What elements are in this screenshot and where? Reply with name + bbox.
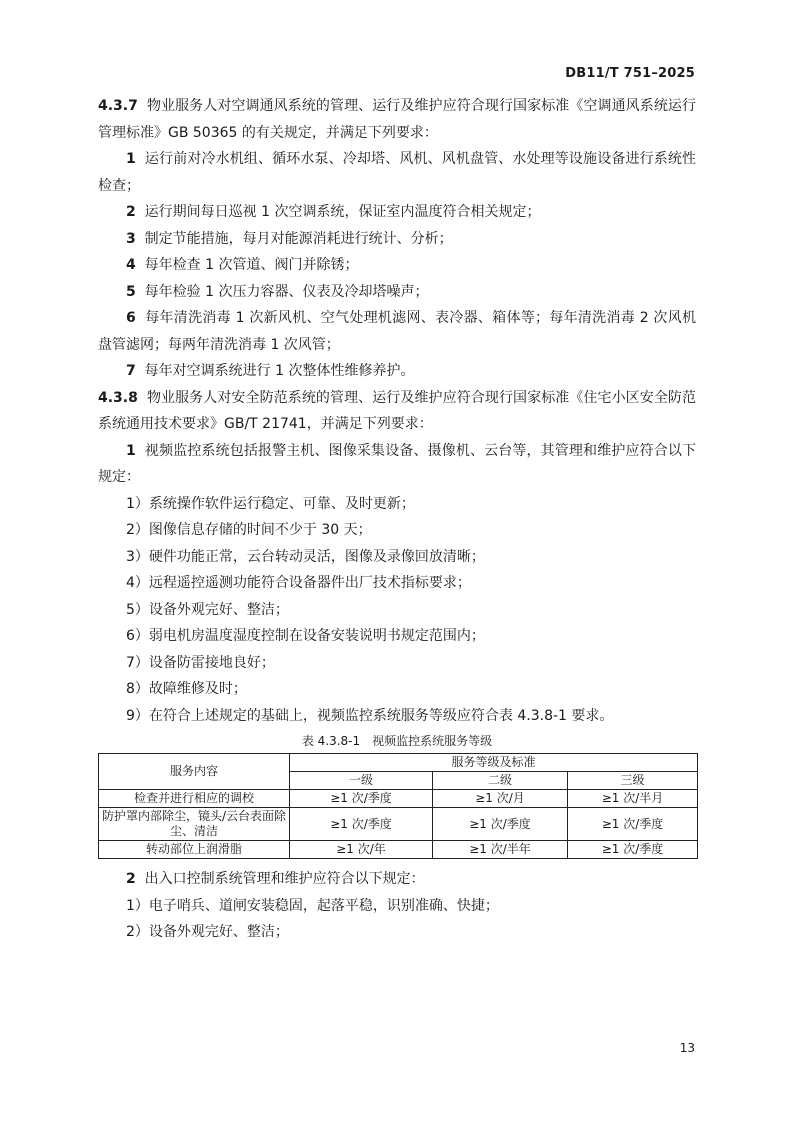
clause-4-3-8 (98, 385, 696, 438)
table-cell: 检查并进行相应的调校 (99, 790, 290, 808)
list-item (98, 358, 696, 385)
item-number: 4 (126, 257, 136, 273)
item-text: 运行期间每日巡视 1 次空调系统，保证室内温度符合相关规定； (144, 204, 541, 220)
table-cell: ≥1 次/季度 (290, 790, 433, 808)
table-cell: ≥1 次/季度 (568, 841, 698, 859)
item-text: 制定节能措施，每月对能源消耗进行统计、分析； (144, 230, 453, 247)
list-item (98, 252, 696, 279)
table-cell: 防护罩内部除尘，镜头/云台表面除尘、清洁 (99, 808, 290, 841)
clause-text: 物业服务人对安全防范系统的管理、运行及维护应符合现行国家标准《住宅小区安全防范系统通用技术要求》GB/T 21741，并满足下列要求： (98, 389, 696, 432)
clause-text: 物业服务人对空调通风系统的管理、运行及维护应符合现行国家标准《空调通风系统运行管理标准》GB 50365 的有关规定，并满足下列要求： (98, 98, 696, 141)
table-header-row (99, 754, 698, 772)
table-cell: ≥1 次/季度 (568, 808, 698, 841)
item-text: 出入口控制系统管理和维护应符合以下规定： (144, 871, 425, 887)
sub-item: 1）电子哨兵、道闸安装稳固，起落平稳，识别准确、快捷； (126, 897, 499, 914)
item-number: 5 (126, 283, 136, 300)
item-text: 每年对空调系统进行 1 次整体性维修养护。 (144, 363, 415, 379)
table-row (99, 841, 698, 859)
sub-item: 2）图像信息存储的时间不少于 30 天； (126, 522, 372, 538)
header-cell: 三级 (568, 772, 698, 790)
list-item (98, 438, 696, 491)
clause-number: 4.3.8 (98, 389, 138, 406)
item-number: 1 (126, 151, 136, 167)
table-cell: ≥1 次/年 (290, 841, 433, 859)
sub-item: 5）设备外观完好、整洁； (126, 601, 289, 618)
item-number: 1 (126, 442, 136, 459)
sub-item: 1）系统操作软件运行稳定、可靠、及时更新； (126, 495, 415, 512)
page-content (98, 93, 696, 946)
table-cell: ≥1 次/季度 (433, 808, 568, 841)
list-item (98, 199, 696, 226)
list-item (98, 305, 696, 358)
sub-item: 6）弱电机房温度湿度控制在设备安装说明书规定范围内； (126, 628, 485, 644)
item-text: 视频监控系统包括报警主机、图像采集设备、摄像机、云台等，其管理和维护应符合以下规定： (98, 442, 696, 485)
page-number: 13 (679, 1041, 695, 1055)
list-item (98, 226, 696, 253)
service-level-table (98, 753, 698, 859)
document-id-header: DB11/T 751–2025 (565, 66, 695, 81)
item-number: 2 (126, 871, 136, 887)
table-row (99, 808, 698, 841)
sub-item: 7）设备防雷接地良好； (126, 654, 275, 671)
table-cell: ≥1 次/半年 (433, 841, 568, 859)
sub-item: 2）设备外观完好、整洁； (126, 924, 289, 940)
item-text: 运行前对冷水机组、循环水泵、冷却塔、风机、风机盘管、水处理等设施设备进行系统性检查； (98, 151, 696, 194)
clause-number: 4.3.7 (98, 98, 138, 114)
table-row (99, 790, 698, 808)
header-cell: 服务内容 (99, 754, 290, 790)
table-cell: ≥1 次/半月 (568, 790, 698, 808)
item-text: 每年清洗消毒 1 次新风机、空气处理机滤网、表冷器、箱体等；每年清洗消毒 2 次风机盘管滤网；每两年清洗消毒 1 次风管； (98, 310, 696, 353)
sub-item: 8）故障维修及时； (126, 681, 247, 697)
item-number: 7 (126, 363, 136, 379)
sub-item: 4）远程遥控遥测功能符合设备器件出厂技术指标要求； (126, 575, 471, 591)
sub-item: 9）在符合上述规定的基础上，视频监控系统服务等级应符合表 4.3.8-1 要求。 (126, 707, 614, 724)
item-text: 每年检验 1 次压力容器、仪表及冷却塔噪声； (144, 283, 429, 300)
header-cell: 服务等级及标准 (290, 754, 698, 772)
item-text: 每年检查 1 次管道、阀门并除锈； (144, 257, 359, 273)
table-caption: 表 4.3.8-1 视频监控系统服务等级 (301, 734, 493, 748)
table-cell: ≥1 次/季度 (290, 808, 433, 841)
item-number: 3 (126, 230, 136, 247)
list-item (98, 279, 696, 306)
item-number: 2 (126, 204, 136, 220)
clause-4-3-7 (98, 93, 696, 146)
sub-item: 3）硬件功能正常，云台转动灵活，图像及录像回放清晰； (126, 548, 485, 565)
header-cell: 二级 (433, 772, 568, 790)
item-number: 6 (126, 310, 136, 326)
table-cell: ≥1 次/月 (433, 790, 568, 808)
header-cell: 一级 (290, 772, 433, 790)
table-cell: 转动部位上润滑脂 (99, 841, 290, 859)
list-item (98, 866, 696, 893)
list-item (98, 146, 696, 199)
